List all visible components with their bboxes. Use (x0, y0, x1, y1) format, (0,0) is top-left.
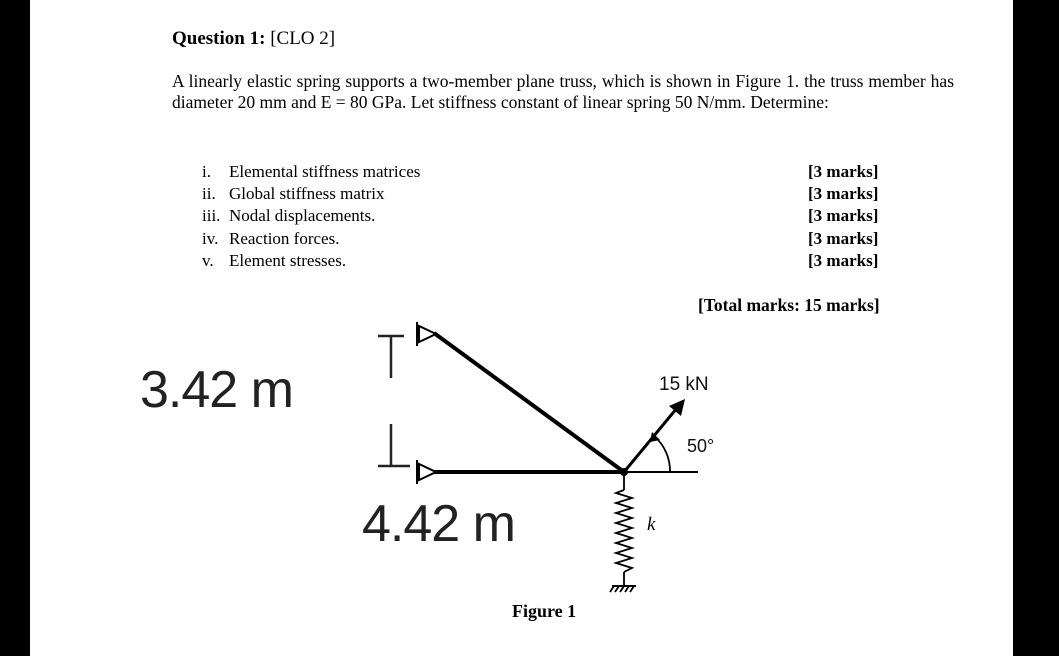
question-number: Question 1: (172, 28, 266, 49)
list-item: iv. Reaction forces. (202, 229, 340, 248)
item-marks: [3 marks] (808, 251, 879, 270)
spring (610, 476, 636, 592)
dimension-bracket (378, 336, 410, 466)
force-label: 15 kN (659, 374, 709, 395)
list-item: ii. Global stiffness matrix (202, 184, 385, 203)
spring-constant-label: k (647, 514, 656, 535)
angle-label: 50° (687, 436, 715, 456)
item-marks: [3 marks] (808, 162, 879, 181)
list-item: v. Element stresses. (202, 251, 347, 270)
pin-support-bottom (417, 460, 436, 484)
item-marks: [3 marks] (808, 184, 879, 203)
truss-node (620, 468, 628, 476)
document-page (30, 0, 1013, 656)
truss-member-1 (434, 333, 624, 472)
question-clo: [CLO 2] (270, 28, 336, 49)
question-paragraph: A linearly elastic spring supports a two-member plane truss, which is shown in Figure 1. the truss member has diameter 20 mm and E = 80 GPa. Let stiffness constant of linear spring 50 N/mm. Determine: (172, 71, 954, 112)
figure-caption: Figure 1 (512, 601, 577, 621)
list-item: i. Elemental stiffness matrices (202, 162, 421, 181)
item-marks: [3 marks] (808, 229, 879, 248)
pin-support-top (417, 322, 436, 346)
height-dimension-label: 3.42 m (140, 361, 293, 419)
question-heading (172, 28, 335, 50)
list-item: iii. Nodal displacements. (202, 206, 376, 225)
width-dimension-label: 4.42 m (362, 495, 515, 553)
angle-arc (654, 436, 670, 472)
total-marks: [Total marks: 15 marks] (698, 295, 880, 315)
item-marks: [3 marks] (808, 206, 879, 225)
